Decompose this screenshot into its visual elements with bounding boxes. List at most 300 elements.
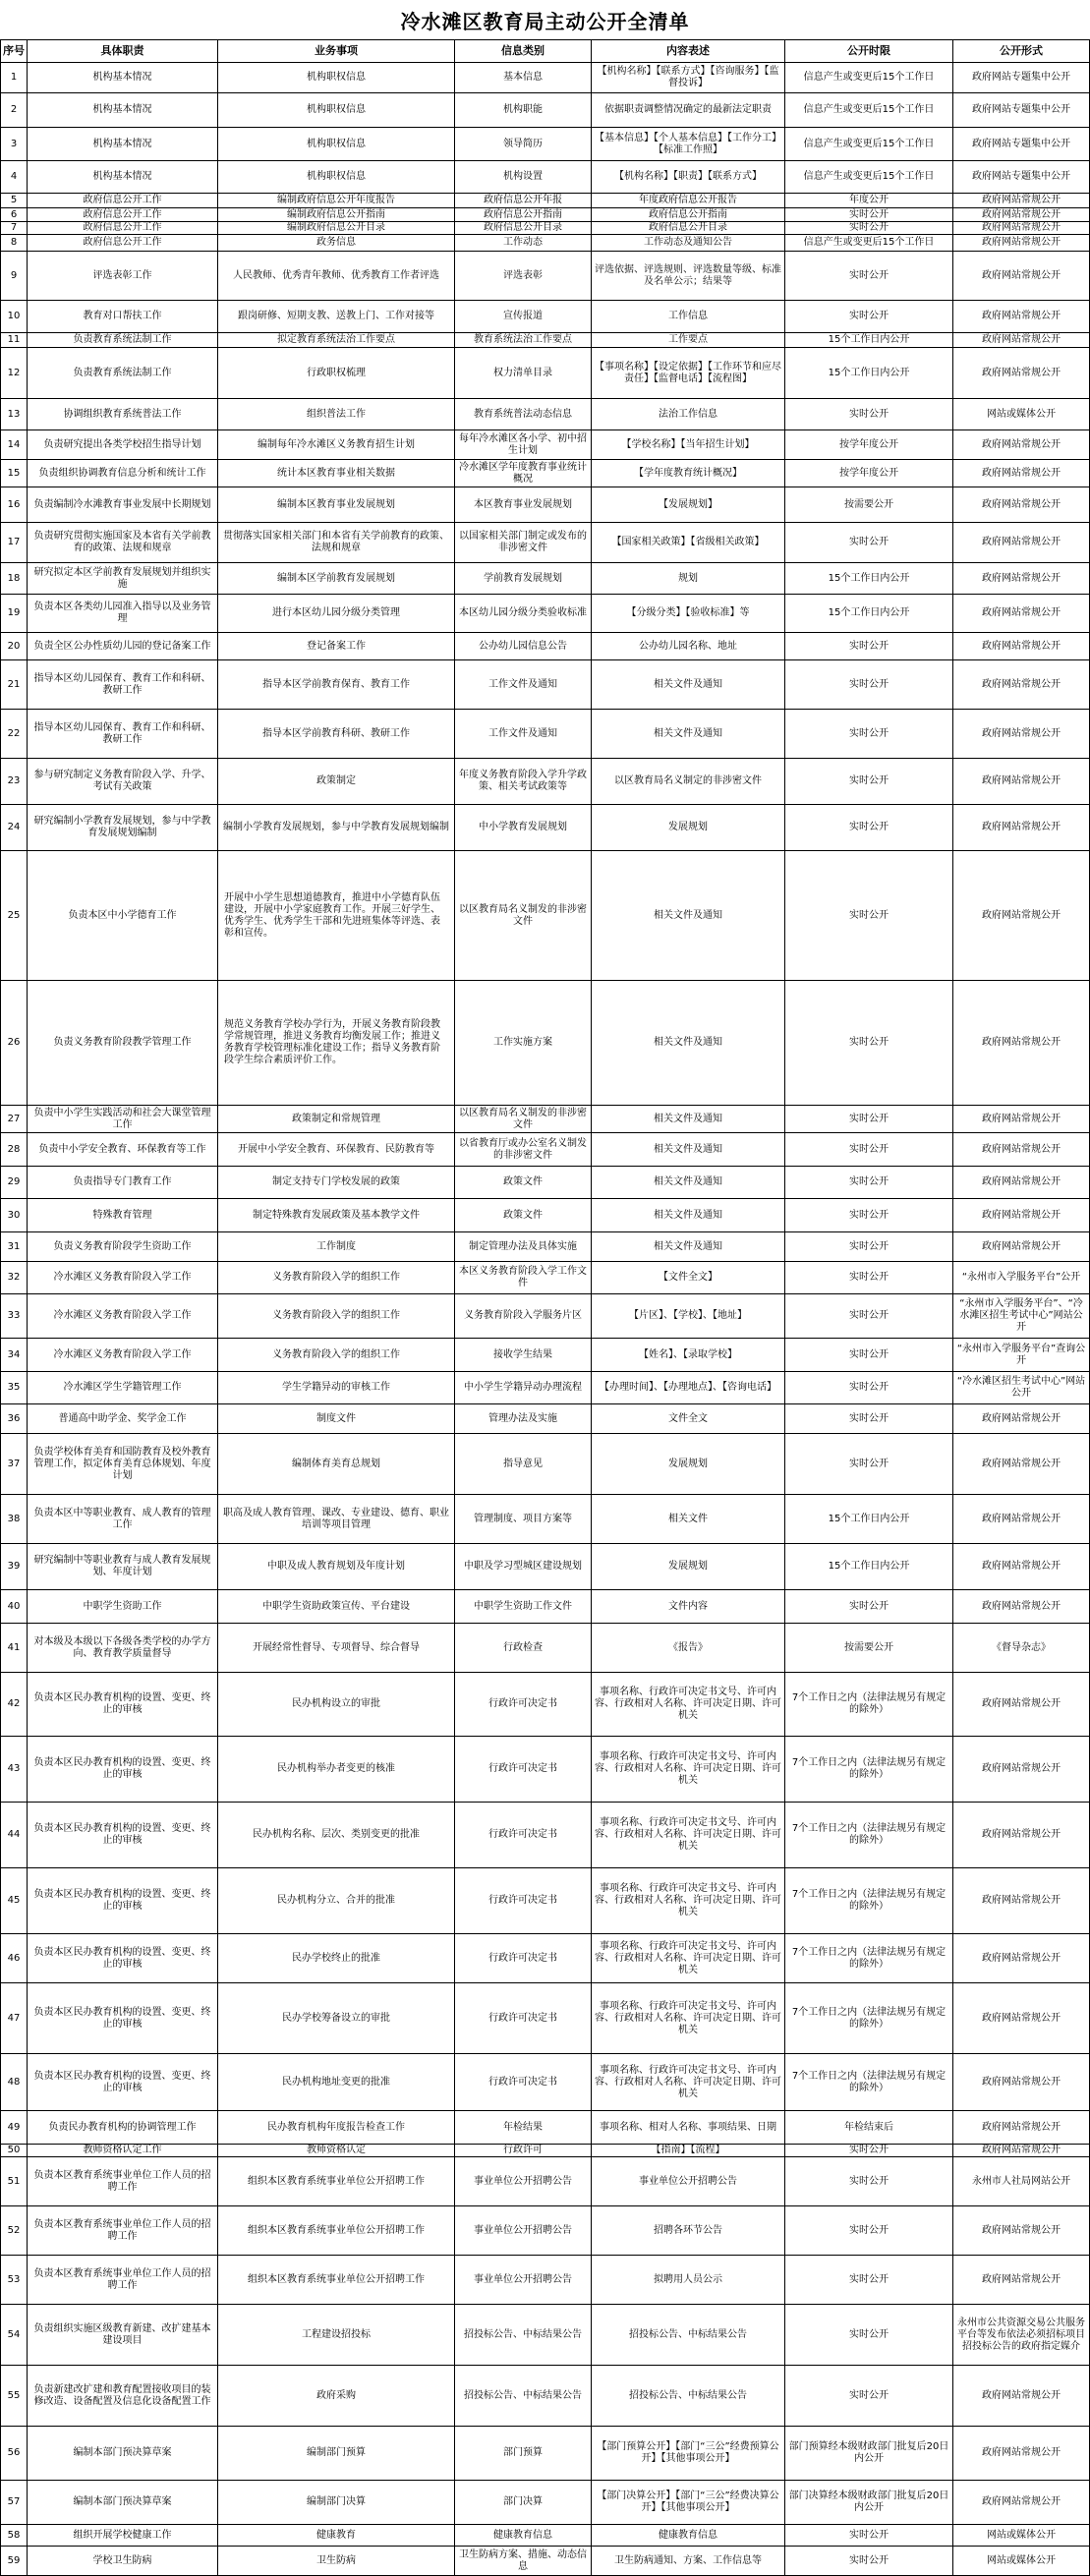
business-item-cell: 编制体育美育总规划 [218,1434,455,1495]
info-category-cell: 以区教育局名义制发的非涉密文件 [455,851,592,981]
business-item-cell: 机构职权信息 [218,128,455,161]
business-item-cell: 民办教育机构年度报告检查工作 [218,2111,455,2145]
row-number-cell: 32 [0,1262,28,1294]
disclosure-form-cell: 政府网站常规公开 [953,633,1090,660]
content-cell: 相关文件及通知 [592,981,785,1106]
disclosure-form-cell: “永州市入学服务平台”公开 [953,1262,1090,1294]
business-item-cell: 编制本区教育事业发展规划 [218,487,455,523]
row-number-cell: 52 [0,2206,28,2256]
table-row [0,2427,1090,2481]
content-cell: 【发展规划】 [592,487,785,523]
time-limit-cell: 实时公开 [785,1590,953,1624]
business-item-cell: 卫生防病 [218,2547,455,2576]
time-limit-cell: 实时公开 [785,2366,953,2427]
disclosure-form-cell: 政府网站常规公开 [953,805,1090,851]
time-limit-cell: 15个工作日内公开 [785,1495,953,1544]
info-category-cell: 宣传报道 [455,301,592,333]
table-row [0,333,1090,348]
table-row [0,660,1090,710]
content-cell: 政府信息公开目录 [592,222,785,235]
row-number-cell: 35 [0,1372,28,1404]
table-row [0,710,1090,759]
disclosure-form-cell: 政府网站常规公开 [953,1868,1090,1934]
info-category-cell: 以区教育局名义制发的非涉密文件 [455,1106,592,1133]
duty-cell: 负责组织实施区级教育新建、改扩建基本建设项目 [28,2305,218,2366]
info-category-cell: 部门决算 [455,2481,592,2525]
duty-cell: 负责本区民办教育机构的设置、变更、终止的审核 [28,1673,218,1737]
row-number-cell: 18 [0,563,28,595]
time-limit-cell: 年度公开 [785,194,953,208]
info-category-cell: 事业单位公开招聘公告 [455,2206,592,2256]
duty-cell: 负责学校体育美育和国防教育及校外教育管理工作，拟定体育美育总体规划、年度计划 [28,1434,218,1495]
content-cell: 【基本信息】【个人基本信息】【工作分工】【标准工作照】 [592,128,785,161]
content-cell: 法治工作信息 [592,399,785,430]
time-limit-cell: 实时公开 [785,981,953,1106]
table-row [0,161,1090,194]
row-number-cell: 25 [0,851,28,981]
info-category-cell: 政府信息公开目录 [455,222,592,235]
page-title: 冷水滩区教育局主动公开全清单 [400,9,690,33]
time-limit-cell: 实时公开 [785,1106,953,1133]
duty-cell: 机构基本情况 [28,128,218,161]
time-limit-cell: 7个工作日之内（法律法规另有规定的除外） [785,1803,953,1868]
header-disclosure-form: 公开形式 [953,39,1090,63]
row-number-cell: 8 [0,235,28,252]
info-category-cell: 政府信息公开指南 [455,208,592,222]
row-number-cell: 54 [0,2305,28,2366]
row-number-cell: 22 [0,710,28,759]
business-item-cell: 教师资格认定 [218,2145,455,2157]
table-row [0,1934,1090,1983]
content-cell: 相关文件及通知 [592,851,785,981]
time-limit-cell: 实时公开 [785,1232,953,1262]
business-item-cell: 政府采购 [218,2366,455,2427]
info-category-cell: 中小学生学籍异动办理流程 [455,1372,592,1404]
disclosure-form-cell: 政府网站常规公开 [953,2481,1090,2525]
row-number-cell: 40 [0,1590,28,1624]
disclosure-form-cell: 政府网站专题集中公开 [953,93,1090,128]
info-category-cell: 本区义务教育阶段入学工作文件 [455,1262,592,1294]
row-number-cell: 29 [0,1167,28,1199]
row-number-cell: 13 [0,399,28,430]
row-number-cell: 46 [0,1934,28,1983]
duty-cell: 政府信息公开工作 [28,194,218,208]
content-cell: 事项名称、行政许可决定书文号、许可内容、行政相对人名称、许可决定日期、许可机关 [592,1868,785,1934]
time-limit-cell: 实时公开 [785,1404,953,1434]
row-number-cell: 15 [0,460,28,487]
disclosure-form-cell: 政府网站常规公开 [953,1167,1090,1199]
row-number-cell: 48 [0,2054,28,2111]
row-number-cell: 14 [0,430,28,460]
duty-cell: 负责义务教育阶段教学管理工作 [28,981,218,1106]
row-number-cell: 19 [0,595,28,633]
disclosure-form-cell: 永州市公共资源交易公共服务平台等发布依法必须招标项目招投标公告的政府指定媒介 [953,2305,1090,2366]
row-number-cell: 16 [0,487,28,523]
disclosure-form-cell: 政府网站常规公开 [953,710,1090,759]
disclosure-form-cell: 网站或媒体公开 [953,2547,1090,2576]
time-limit-cell: 15个工作日内公开 [785,595,953,633]
row-number-cell: 39 [0,1544,28,1590]
table-row [0,2366,1090,2427]
content-cell: 相关文件及通知 [592,1199,785,1232]
disclosure-form-cell: 政府网站常规公开 [953,1133,1090,1167]
duty-cell: 协调组织教育系统普法工作 [28,399,218,430]
table-row [0,981,1090,1106]
business-item-cell: 职高及成人教育管理、课改、专业建设、德育、职业培训等项目管理 [218,1495,455,1544]
disclosure-form-cell: 政府网站常规公开 [953,1983,1090,2054]
table-row [0,2547,1090,2576]
header-duty: 具体职责 [28,39,218,63]
duty-cell: 负责本区各类幼儿园准入指导以及业务管理 [28,595,218,633]
disclosure-form-cell: 政府网站常规公开 [953,1232,1090,1262]
info-category-cell: 招投标公告、中标结果公告 [455,2305,592,2366]
info-category-cell: 本区教育事业发展规划 [455,487,592,523]
time-limit-cell: 15个工作日内公开 [785,563,953,595]
disclosure-form-cell: 政府网站常规公开 [953,333,1090,348]
time-limit-cell: 实时公开 [785,2157,953,2206]
info-category-cell: 政策文件 [455,1199,592,1232]
duty-cell: 机构基本情况 [28,63,218,93]
business-item-cell: 编制政府信息公开目录 [218,222,455,235]
disclosure-form-cell: 政府网站常规公开 [953,2256,1090,2305]
content-cell: 【片区】、【学校】、【地址】 [592,1294,785,1339]
duty-cell: 负责本区民办教育机构的设置、变更、终止的审核 [28,1803,218,1868]
table-row [0,1544,1090,1590]
table-row [0,1167,1090,1199]
disclosure-form-cell: 政府网站常规公开 [953,222,1090,235]
time-limit-cell: 实时公开 [785,1372,953,1404]
info-category-cell: 部门预算 [455,2427,592,2481]
business-item-cell: 制定特殊教育发展政策及基本教学文件 [218,1199,455,1232]
table-row [0,1262,1090,1294]
table-row [0,851,1090,981]
disclosure-form-cell: 政府网站常规公开 [953,252,1090,301]
content-cell: 【指南】【流程】 [592,2145,785,2157]
duty-cell: 评选表彰工作 [28,252,218,301]
row-number-cell: 7 [0,222,28,235]
time-limit-cell: 实时公开 [785,710,953,759]
content-cell: 政府信息公开指南 [592,208,785,222]
business-item-cell: 制定支持专门学校发展的政策 [218,1167,455,1199]
info-category-cell: 行政许可决定书 [455,1983,592,2054]
content-cell: 拟聘用人员公示 [592,2256,785,2305]
content-cell: 事业单位公开招聘公告 [592,2157,785,2206]
business-item-cell: 行政职权梳理 [218,348,455,399]
disclosure-form-cell: 政府网站常规公开 [953,348,1090,399]
table-row [0,1868,1090,1934]
disclosure-form-cell: 政府网站常规公开 [953,1673,1090,1737]
row-number-cell: 36 [0,1404,28,1434]
time-limit-cell: 实时公开 [785,208,953,222]
info-category-cell: 基本信息 [455,63,592,93]
row-number-cell: 21 [0,660,28,710]
content-cell: 招聘各环节公告 [592,2206,785,2256]
content-cell: 年度政府信息公开报告 [592,194,785,208]
info-category-cell: 行政许可 [455,2145,592,2157]
disclosure-form-cell: “永州市入学服务平台”查询公开 [953,1339,1090,1372]
duty-cell: 教师资格认定工作 [28,2145,218,2157]
business-item-cell: 开展经常性督导、专项督导、综合督导 [218,1624,455,1673]
info-category-cell: 教育系统法治工作要点 [455,333,592,348]
duty-cell: 负责研究提出各类学校招生指导计划 [28,430,218,460]
business-item-cell: 规范义务教育学校办学行为，开展义务教育阶段教学常规管理，推进义务教育均衡发展工作；推进义务教育学校管理标准化建设工作；指导义务教育阶段学生综合素质评价工作。 [218,981,455,1106]
table-row [0,1983,1090,2054]
info-category-cell: 以省教育厅或办公室名义制发的非涉密文件 [455,1133,592,1167]
duty-cell: 负责新建改扩建和教育配置接收项目的装修改造、设备配置及信息化设备配置工作 [28,2366,218,2427]
content-cell: 相关文件 [592,1495,785,1544]
info-category-cell: 每年冷水滩区各小学、初中招生计划 [455,430,592,460]
business-item-cell: 义务教育阶段入学的组织工作 [218,1294,455,1339]
row-number-cell: 44 [0,1803,28,1868]
info-category-cell: 义务教育阶段入学服务片区 [455,1294,592,1339]
table-row [0,235,1090,252]
time-limit-cell: 按学年度公开 [785,460,953,487]
content-cell: 事项名称、行政许可决定书文号、许可内容、行政相对人名称、许可决定日期、许可机关 [592,2054,785,2111]
duty-cell: 政府信息公开工作 [28,235,218,252]
disclosure-form-cell: 政府网站专题集中公开 [953,161,1090,194]
disclosure-form-cell: 政府网站常规公开 [953,235,1090,252]
disclosure-form-cell: 政府网站常规公开 [953,563,1090,595]
duty-cell: 冷水滩区义务教育阶段入学工作 [28,1262,218,1294]
info-category-cell: 机构职能 [455,93,592,128]
row-number-cell: 26 [0,981,28,1106]
row-number-cell: 17 [0,523,28,563]
business-item-cell: 贯彻落实国家相关部门和本省有关学前教育的政策、法规和规章 [218,523,455,563]
duty-cell: 负责本区中小学德育工作 [28,851,218,981]
content-cell: 工作信息 [592,301,785,333]
content-cell: 【分级分类】【验收标准】等 [592,595,785,633]
disclosure-form-cell: 政府网站常规公开 [953,1544,1090,1590]
table-row [0,301,1090,333]
header-content: 内容表述 [592,39,785,63]
time-limit-cell: 实时公开 [785,660,953,710]
disclosure-form-cell: 政府网站专题集中公开 [953,128,1090,161]
business-item-cell: 政策制定和常规管理 [218,1106,455,1133]
info-category-cell: 中职学生资助工作文件 [455,1590,592,1624]
content-cell: 公办幼儿园名称、地址 [592,633,785,660]
content-cell: 【文件全文】 [592,1262,785,1294]
row-number-cell: 57 [0,2481,28,2525]
time-limit-cell: 信息产生或变更后15个工作日 [785,63,953,93]
time-limit-cell: 实时公开 [785,2305,953,2366]
table-row [0,460,1090,487]
table-row [0,2111,1090,2145]
duty-cell: 负责全区公办性质幼儿园的登记备案工作 [28,633,218,660]
content-cell: 发展规划 [592,805,785,851]
table-row [0,1232,1090,1262]
time-limit-cell: 15个工作日内公开 [785,348,953,399]
duty-cell: 负责义务教育阶段学生资助工作 [28,1232,218,1262]
table-body [0,63,1090,2576]
table-row [0,2054,1090,2111]
table-row [0,1294,1090,1339]
row-number-cell: 23 [0,759,28,805]
content-cell: 相关文件及通知 [592,1167,785,1199]
time-limit-cell: 7个工作日之内（法律法规另有规定的除外） [785,2054,953,2111]
disclosure-form-cell: 政府网站常规公开 [953,2366,1090,2427]
content-cell: 【部门预算公开】【部门“三公”经费预算公开】【其他事项公开】 [592,2427,785,2481]
business-item-cell: 政策制定 [218,759,455,805]
table-row [0,1133,1090,1167]
business-item-cell: 民办机构设立的审批 [218,1673,455,1737]
disclosure-form-cell: 政府网站常规公开 [953,1590,1090,1624]
business-item-cell: 义务教育阶段入学的组织工作 [218,1339,455,1372]
business-item-cell: 编制部门决算 [218,2481,455,2525]
duty-cell: 负责本区民办教育机构的设置、变更、终止的审核 [28,1868,218,1934]
info-category-cell: 工作动态 [455,235,592,252]
duty-cell: 机构基本情况 [28,161,218,194]
disclosure-form-cell: 网站或媒体公开 [953,399,1090,430]
time-limit-cell: 实时公开 [785,301,953,333]
content-cell: 【机构名称】【联系方式】【咨询服务】【监督投诉】 [592,63,785,93]
business-item-cell: 民办机构名称、层次、类别变更的批准 [218,1803,455,1868]
disclosure-form-cell: 政府网站常规公开 [953,2145,1090,2157]
disclosure-form-cell: 政府网站常规公开 [953,2206,1090,2256]
business-item-cell: 健康教育 [218,2525,455,2547]
time-limit-cell: 信息产生或变更后15个工作日 [785,128,953,161]
business-item-cell: 机构职权信息 [218,63,455,93]
content-cell: 【办理时间】、【办理地点】、【咨询电话】 [592,1372,785,1404]
duty-cell: 负责组织协调教育信息分析和统计工作 [28,460,218,487]
duty-cell: 指导本区幼儿园保育、教育工作和科研、教研工作 [28,660,218,710]
table-row [0,399,1090,430]
content-cell: 以区教育局名义制定的非涉密文件 [592,759,785,805]
time-limit-cell: 实时公开 [785,1199,953,1232]
business-item-cell: 编制本区学前教育发展规划 [218,563,455,595]
table-row [0,487,1090,523]
time-limit-cell: 实时公开 [785,1262,953,1294]
row-number-cell: 34 [0,1339,28,1372]
info-category-cell: 学前教育发展规划 [455,563,592,595]
table-row [0,1339,1090,1372]
content-cell: 【学校名称】【当年招生计划】 [592,430,785,460]
business-item-cell: 制度文件 [218,1404,455,1434]
row-number-cell: 50 [0,2145,28,2157]
row-number-cell: 42 [0,1673,28,1737]
disclosure-form-cell: 政府网站常规公开 [953,1737,1090,1803]
header-business-item: 业务事项 [218,39,455,63]
disclosure-form-cell: 政府网站常规公开 [953,208,1090,222]
duty-cell: 负责本区教育系统事业单位工作人员的招聘工作 [28,2256,218,2305]
duty-cell: 研究拟定本区学前教育发展规划并组织实施 [28,563,218,595]
time-limit-cell: 7个工作日之内（法律法规另有规定的除外） [785,1983,953,2054]
info-category-cell: 管理制度、项目方案等 [455,1495,592,1544]
time-limit-cell: 信息产生或变更后15个工作日 [785,161,953,194]
business-item-cell: 机构职权信息 [218,93,455,128]
info-category-cell: 健康教育信息 [455,2525,592,2547]
info-category-cell: 工作实施方案 [455,981,592,1106]
duty-cell: 负责本区教育系统事业单位工作人员的招聘工作 [28,2206,218,2256]
info-category-cell: 事业单位公开招聘公告 [455,2256,592,2305]
info-category-cell: 中职及学习型城区建设规划 [455,1544,592,1590]
disclosure-form-cell: 政府网站常规公开 [953,1434,1090,1495]
table-row [0,1495,1090,1544]
duty-cell: 研究编制中等职业教育与成人教育发展规划、年度计划 [28,1544,218,1590]
content-cell: 相关文件及通知 [592,660,785,710]
table-row [0,2145,1090,2157]
business-item-cell: 机构职权信息 [218,161,455,194]
row-number-cell: 43 [0,1737,28,1803]
business-item-cell: 义务教育阶段入学的组织工作 [218,1262,455,1294]
row-number-cell: 24 [0,805,28,851]
header-info-category: 信息类别 [455,39,592,63]
business-item-cell: 中职及成人教育规划及年度计划 [218,1544,455,1590]
info-category-cell: 制定管理办法及具体实施 [455,1232,592,1262]
row-number-cell: 55 [0,2366,28,2427]
content-cell: 事项名称、行政许可决定书文号、许可内容、行政相对人名称、许可决定日期、许可机关 [592,1673,785,1737]
business-item-cell: 中职学生资助政策宣传、平台建设 [218,1590,455,1624]
row-number-cell: 2 [0,93,28,128]
info-category-cell: 卫生防病方案、措施、动态信息 [455,2547,592,2576]
time-limit-cell: 实时公开 [785,633,953,660]
duty-cell: 负责中小学生实践活动和社会大课堂管理工作 [28,1106,218,1133]
disclosure-form-cell: 《督导杂志》 [953,1624,1090,1673]
duty-cell: 冷水滩区义务教育阶段入学工作 [28,1339,218,1372]
disclosure-form-cell: 政府网站常规公开 [953,301,1090,333]
time-limit-cell: 实时公开 [785,1339,953,1372]
duty-cell: 学校卫生防病 [28,2547,218,2576]
time-limit-cell: 实时公开 [785,2145,953,2157]
info-category-cell: 行政许可决定书 [455,1934,592,1983]
row-number-cell: 33 [0,1294,28,1339]
table-row [0,1434,1090,1495]
table-row [0,2525,1090,2547]
table-row [0,1590,1090,1624]
business-item-cell: 统计本区教育事业相关数据 [218,460,455,487]
row-number-cell: 58 [0,2525,28,2547]
duty-cell: 机构基本情况 [28,93,218,128]
duty-cell: 特殊教育管理 [28,1199,218,1232]
business-item-cell: 组织本区教育系统事业单位公开招聘工作 [218,2206,455,2256]
row-number-cell: 53 [0,2256,28,2305]
disclosure-form-cell: 政府网站常规公开 [953,660,1090,710]
content-cell: 招投标公告、中标结果公告 [592,2305,785,2366]
table-row [0,563,1090,595]
business-item-cell: 组织本区教育系统事业单位公开招聘工作 [218,2256,455,2305]
disclosure-form-cell: 政府网站常规公开 [953,460,1090,487]
row-number-cell: 10 [0,301,28,333]
table-row [0,2206,1090,2256]
table-row [0,595,1090,633]
time-limit-cell: 信息产生或变更后15个工作日 [785,235,953,252]
disclosure-form-cell: 政府网站常规公开 [953,595,1090,633]
business-item-cell: 民办机构举办者变更的核准 [218,1737,455,1803]
disclosure-form-cell: 政府网站常规公开 [953,981,1090,1106]
content-cell: 相关文件及通知 [592,1133,785,1167]
content-cell: 规划 [592,563,785,595]
table-row [0,1673,1090,1737]
content-cell: 《报告》 [592,1624,785,1673]
content-cell: 事项名称、行政许可决定书文号、许可内容、行政相对人名称、许可决定日期、许可机关 [592,1737,785,1803]
duty-cell: 负责民办教育机构的协调管理工作 [28,2111,218,2145]
business-item-cell: 编制小学教育发展规划，参与中学教育发展规划编制 [218,805,455,851]
disclosure-form-cell: 网站或媒体公开 [953,2525,1090,2547]
business-item-cell: 登记备案工作 [218,633,455,660]
disclosure-form-cell: 政府网站常规公开 [953,1404,1090,1434]
row-number-cell: 20 [0,633,28,660]
content-cell: 【国家相关政策】【省级相关政策】 [592,523,785,563]
row-number-cell: 4 [0,161,28,194]
content-cell: 【姓名】、【录取学校】 [592,1339,785,1372]
content-cell: 文件内容 [592,1590,785,1624]
business-item-cell: 工程建设招投标 [218,2305,455,2366]
table-row [0,805,1090,851]
business-item-cell: 开展中小学生思想道德教育，推进中小学德育队伍建设，开展中小学家庭教育工作。开展三好学生、优秀学生、优秀学生干部和先进班集体等评选、表彰和宣传。 [218,851,455,981]
header-time-limit: 公开时限 [785,39,953,63]
table-row [0,208,1090,222]
duty-cell: 冷水滩区学生学籍管理工作 [28,1372,218,1404]
duty-cell: 中职学生资助工作 [28,1590,218,1624]
